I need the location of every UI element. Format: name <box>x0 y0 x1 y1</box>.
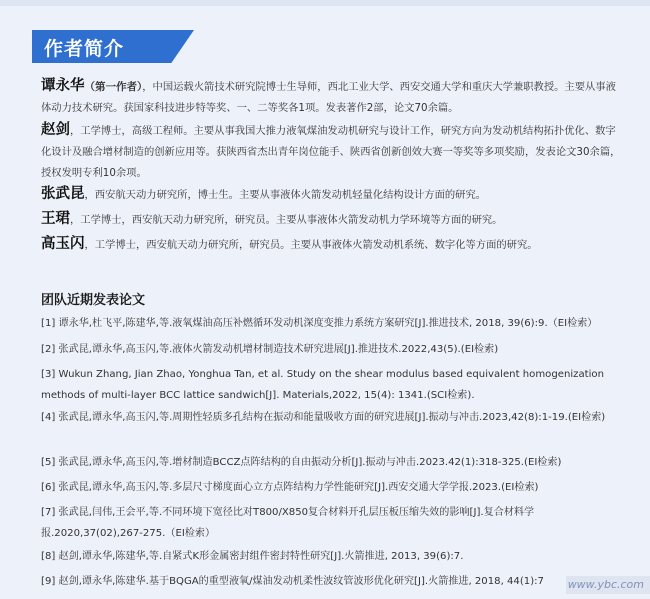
paper-item-3: [3] Wukun Zhang, Jian Zhao, Yonghua Tan, et al. Study on the shear modulus based equivalent homogenization methods of multi-layer BCC lattice sandwich[J]. Materials,2022, 15(4): 1341.(SCI检索). <box>41 369 604 401</box>
author-entry-2 <box>41 120 626 184</box>
paper-item-7: [7] 张武昆,闫伟,王会平,等.不同环境下宽径比对T800/X850复合材料开孔层压板压缩失效的影响[J].复合材料学报.2020,37(02),267-275.（EI检索） <box>41 507 535 539</box>
author-bio: ，工学博士，西安航天动力研究所，研究员。主要从事液体火箭发动机力学环境等方面的研究。 <box>70 214 503 226</box>
watermark: www.ybc.com <box>566 576 650 594</box>
author-name: 张武昆 <box>41 186 85 202</box>
section-header-title: 作者简介 <box>44 38 125 60</box>
author-bio: ，西安航天动力研究所，博士生。主要从事液体火箭发动机轻量化结构设计方面的研究。 <box>84 189 487 201</box>
author-role: （第一作者） <box>84 81 143 93</box>
author-bio: ，工学博士，高级工程师。主要从事我国大推力液氧煤油发动机研究与设计工作，研究方向为发动机结构拓扑优化、数字化设计及融合增材制造的创新应用等。获陕西省杰出青年岗位能手、陕西省创新创效大赛一等奖等多项奖励，发表论文30余篇，授权发明专利10余项。 <box>41 125 621 179</box>
paper-item-1: [1] 谭永华,杜飞平,陈建华,等.液氧煤油高压补燃循环发动机深度变推力系统方案研究[J].推进技术, 2018, 39(6):9.（EI检索） <box>41 318 598 329</box>
author-name: 赵剑 <box>41 122 70 138</box>
author-name: 王珺 <box>41 211 70 227</box>
author-entry-1 <box>41 76 626 119</box>
author-entry-4 <box>41 209 626 231</box>
author-entry-5 <box>41 234 626 256</box>
author-name: 谭永华 <box>41 78 85 94</box>
top-rule <box>0 0 650 6</box>
papers-section-title: 团队近期发表论文 <box>41 293 146 308</box>
author-name: 高玉闪 <box>41 236 85 252</box>
paper-item-5: [5] 张武昆,谭永华,高玉闪,等.增材制造BCCZ点阵结构的自由振动分析[J].振动与冲击.2023.42(1):318-325.(EI检索) <box>41 457 562 468</box>
paper-item-9: [9] 赵剑,谭永华,陈建华.基于BQGA的重型液氧/煤油发动机柔性波纹管波形优化研究[J].火箭推进, 2018, 44(1):7 <box>41 576 544 587</box>
author-entry-3 <box>41 184 626 206</box>
paper-item-6: [6] 张武昆,谭永华,高玉闪,等.多层尺寸梯度面心立方点阵结构力学性能研究[J].西安交通大学学报.2023.(EI检索) <box>41 482 539 493</box>
paper-item-4: [4] 张武昆,谭永华,高玉闪,等.周期性轻质多孔结构在振动和能量吸收方面的研究进展[J].振动与冲击.2023,42(8):1-19.(EI检索) <box>41 412 606 423</box>
paper-item-8: [8] 赵剑,谭永华,陈建华,等.自紧式K形金属密封组件密封特性研究[J].火箭推进, 2013, 39(6):7. <box>41 551 464 562</box>
paper-item-2: [2] 张武昆,谭永华,高玉闪,等.液体火箭发动机增材制造技术研究进展[J].推进技术.2022,43(5).(EI检索) <box>41 344 499 355</box>
author-bio: ，中国运载火箭技术研究院博士生导师，西北工业大学、西安交通大学和重庆大学兼职教授。主要从事液体动力技术研究。获国家科技进步特等奖、一、二等奖各1项。发表著作2部，论文70余篇。 <box>41 81 616 114</box>
author-bio: ，工学博士，西安航天动力研究所，研究员。主要从事液体火箭发动机系统、数字化等方面的研究。 <box>84 239 538 251</box>
